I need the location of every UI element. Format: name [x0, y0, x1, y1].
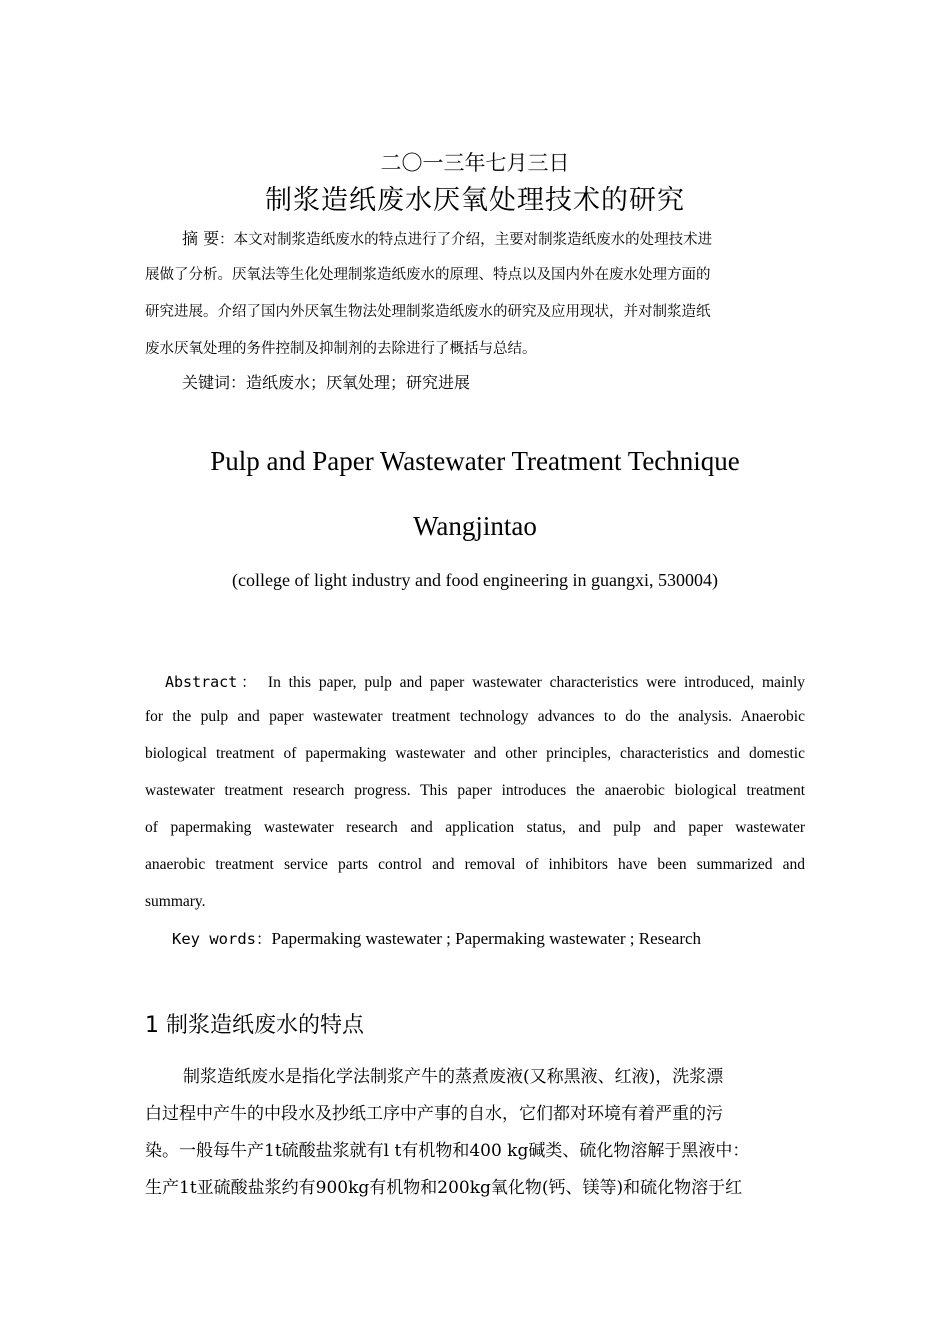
section-heading: 1 制浆造纸废水的特点 [145, 1013, 364, 1038]
english-abstract-line: biological treatment of papermaking wastewater and other principles, characteristics and domestic [145, 745, 805, 762]
chinese-keywords [182, 370, 470, 393]
english-abstract-line [165, 671, 805, 692]
chinese-abstract-line: 废水厌氧处理的务件控制及抑制剂的去除进行了概括与总结。 [145, 341, 537, 357]
english-abstract-line: for the pulp and paper wastewater treatment technology advances to do the analysis. Anaerobic [145, 708, 805, 725]
chinese-abstract-line: 研究进展。介绍了国内外厌氧生物法处理制浆造纸废水的研究及应用现状，并对制浆造纸 [145, 304, 711, 320]
author-name: Wangjintao [413, 511, 537, 541]
section-body-line: 染。一般每牛产1t硫酸盐浆就有l t有机物和400 kg碱类、硫化物溶解于黑液中： [145, 1141, 750, 1161]
english-keywords [172, 927, 701, 949]
chinese-abstract-text: ：本文对制浆造纸废水的特点进行了介绍，主要对制浆造纸废水的处理技术进 [219, 232, 713, 248]
english-abstract-label: Abstract： [165, 673, 261, 691]
chinese-title: 制浆造纸废水厌氧处理技术的研究 [265, 185, 685, 216]
section-body-line: 制浆造纸废水是指化学法制浆产牛的蒸煮废液(又称黑液、红液)，洗浆漂 [183, 1067, 724, 1087]
chinese-abstract-line [182, 226, 712, 249]
author-affiliation: (college of light industry and food engineering in guangxi, 530004) [232, 570, 718, 590]
chinese-abstract [145, 226, 805, 366]
english-keywords-label: Key words： [172, 930, 272, 948]
chinese-abstract-label: 摘 要 [182, 229, 220, 248]
english-abstract-line: of papermaking wastewater research and application status, and pulp and paper wastewater [145, 819, 805, 836]
english-abstract-line: anaerobic treatment service parts control and removal of inhibitors have been summarized and [145, 856, 805, 873]
chinese-abstract-line: 展做了分析。厌氧法等生化处理制浆造纸废水的原理、特点以及国内外在废水处理方面的 [145, 267, 711, 283]
chinese-keywords-label: 关键词： [182, 373, 247, 392]
chinese-keywords-text: 造纸废水；厌氧处理；研究进展 [246, 373, 471, 392]
english-title: Pulp and Paper Wastewater Treatment Technique [210, 446, 740, 476]
english-abstract-text: In this paper, pulp and paper wastewater characteristics were introduced, mainly [267, 674, 806, 691]
english-keywords-text: Papermaking wastewater ; Papermaking wastewater ; Research [271, 929, 702, 948]
section-body-line: 白过程中产牛的中段水及抄纸工序中产事的自水，它们都对环境有着严重的污 [145, 1104, 723, 1124]
section-body [145, 1062, 825, 1202]
english-abstract [145, 671, 805, 911]
document-date: 二〇一三年七月三日 [380, 151, 570, 175]
section-body-line: 生产1t亚硫酸盐浆约有900kg有机物和200kg氧化物(钙、镁等)和硫化物溶于红 [145, 1178, 743, 1198]
english-abstract-line: wastewater treatment research progress. This paper introduces the anaerobic biological treatment [145, 782, 805, 799]
english-abstract-line: summary. [145, 893, 206, 910]
